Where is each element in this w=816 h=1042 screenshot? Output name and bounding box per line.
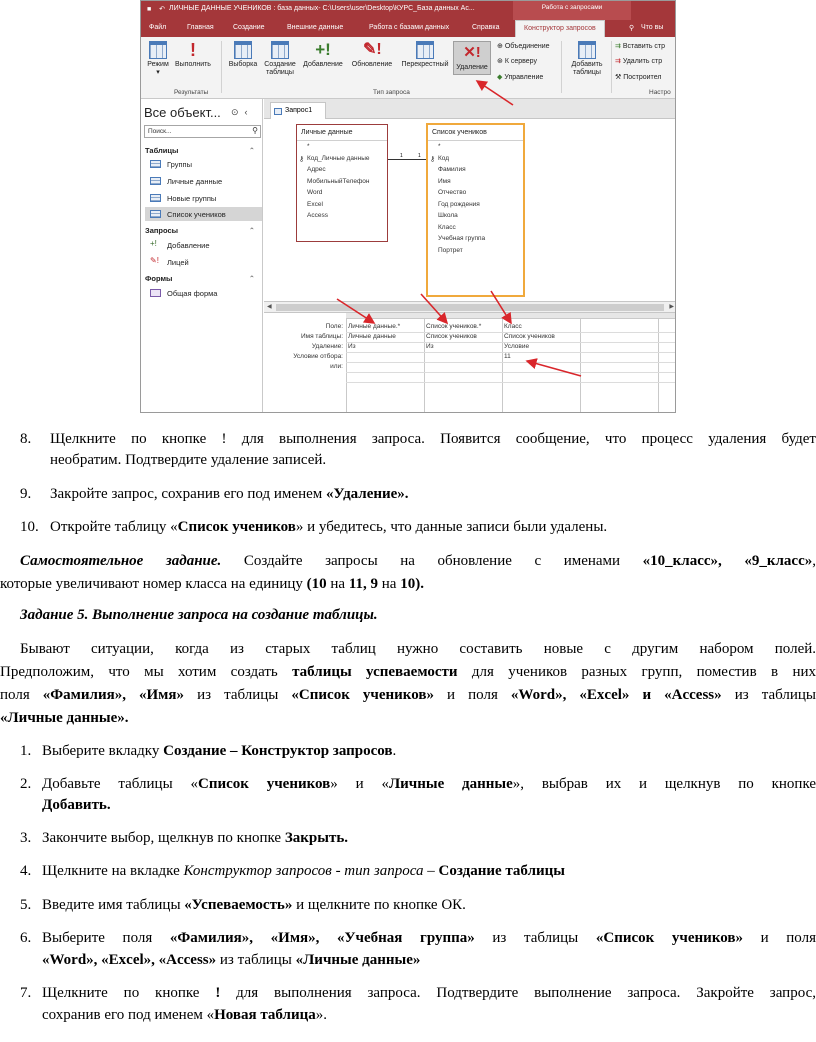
collapse-chevron-left-icon[interactable]: ‹ xyxy=(244,107,254,117)
builder-button[interactable]: ⚒ Построител xyxy=(615,74,662,81)
tab-file[interactable]: Файл xyxy=(149,24,167,31)
nav-section-queries[interactable]: Запросы ⌃ xyxy=(145,226,255,235)
make-table-icon xyxy=(271,41,289,59)
navigation-pane xyxy=(141,99,263,413)
grid-cell-criteria[interactable]: 11 xyxy=(504,353,511,360)
step-3: Закончите выбор, щелкнув по кнопке Закрыть. xyxy=(42,830,349,846)
update-pencil-icon: ✎! xyxy=(363,41,382,58)
design-grid xyxy=(264,313,676,413)
step-4: Щелкните на вкладке Конструктор запросов - тип запроса – Создание таблицы xyxy=(42,863,565,879)
append-query-icon: +! xyxy=(150,239,157,248)
ribbon-tabs xyxy=(141,20,676,37)
tab-create[interactable]: Создание xyxy=(233,24,265,31)
self-task-line-1: Самостоятельное задание. Создайте запросы на обновление с именами «10_класс», «9_класс», xyxy=(20,553,816,569)
nav-item-lyceum-query[interactable]: ✎! Лицей xyxy=(150,256,189,267)
ddl-button[interactable]: ◆ Управление xyxy=(497,74,544,81)
document-tabs xyxy=(264,99,676,119)
field-item[interactable]: Год рождения xyxy=(438,200,480,208)
grid-cell-table[interactable]: Список учеников xyxy=(504,333,555,340)
ribbon-separator xyxy=(611,41,612,93)
ribbon-separator xyxy=(561,41,562,93)
exclamation-icon: ! xyxy=(190,40,196,60)
tab-tell-me[interactable]: Что вы xyxy=(641,24,664,31)
step-7-line-1: Щелкните по кнопке ! для выполнения запроса. Подтвердите выполнение запроса. Закройте запрос, xyxy=(42,985,816,1001)
nav-item-students-list[interactable]: Список учеников xyxy=(145,207,262,221)
intro-line-2: Предположим, что мы хотим создать таблицы успеваемости для учеников разных групп, поместив в них xyxy=(0,664,816,680)
grid-cell-field[interactable]: Список учеников.* xyxy=(426,323,482,330)
step-6-line-2: «Word», «Excel», «Access» из таблицы «Личные данные» xyxy=(42,952,421,968)
grid-cells xyxy=(346,319,676,413)
insert-rows-icon: ⇉ xyxy=(615,43,623,50)
view-mode-button[interactable]: Режим ▾ xyxy=(144,41,172,77)
update-button[interactable]: ✎! Обновление xyxy=(351,41,393,68)
grid-cell-delete[interactable]: Условие xyxy=(504,343,530,350)
list-number: 2. xyxy=(20,776,32,792)
tell-me-icon[interactable]: ⚲ xyxy=(629,25,635,32)
append-button[interactable]: +! Добавление xyxy=(303,40,343,68)
relationship-label: 1 xyxy=(400,153,403,159)
field-item[interactable]: Адрес xyxy=(307,166,326,173)
context-tab-group: Работа с запросами xyxy=(513,1,631,20)
grid-cell-table[interactable]: Список учеников xyxy=(426,333,477,340)
run-button[interactable]: ! Выполнить xyxy=(175,40,211,68)
update-query-icon: ✎! xyxy=(150,256,159,265)
step-8-line-2: необратим. Подтвердите удаление записей. xyxy=(50,452,327,468)
crosstab-button[interactable]: Перекрестный xyxy=(397,41,453,69)
step-10: Откройте таблицу «Список учеников» и убедитесь, что данные записи были удалены. xyxy=(50,519,608,535)
query-icon xyxy=(274,108,282,115)
ribbon-separator xyxy=(221,41,222,93)
globe-icon: ⊛ xyxy=(497,58,505,65)
table-icon xyxy=(150,177,161,185)
step-8-line-1: Щелкните по кнопке ! для выполнения запроса. Появится сообщение, что процесс удаления будет xyxy=(50,431,816,447)
table-pane xyxy=(264,119,676,301)
relationship-label: 1 xyxy=(418,153,421,159)
tab-query-design[interactable]: Конструктор запросов xyxy=(515,20,605,37)
field-item[interactable]: Класс xyxy=(438,223,456,231)
field-item[interactable]: Отчество xyxy=(438,189,467,196)
tab-database-tools[interactable]: Работа с базами данных xyxy=(369,24,450,31)
list-number: 4. xyxy=(20,863,32,879)
make-table-button[interactable]: Создание таблицы xyxy=(262,41,298,77)
grid-row-line xyxy=(346,362,676,363)
grid-row-label: Удаление: xyxy=(311,343,343,350)
delete-x-icon: ✕! xyxy=(463,44,481,61)
form-icon xyxy=(150,289,161,297)
nav-section-forms[interactable]: Формы ⌃ xyxy=(145,274,255,283)
scroll-left-icon[interactable]: ◀ xyxy=(267,304,272,310)
query-designer xyxy=(264,99,676,413)
field-item[interactable]: Фамилия xyxy=(438,166,466,173)
tab-home[interactable]: Главная xyxy=(187,24,214,31)
tab-help[interactable]: Справка xyxy=(472,24,500,31)
list-number: 10. xyxy=(20,519,39,535)
field-item-key[interactable]: ⚷ Код_Личные данные xyxy=(297,153,387,165)
table-box-title[interactable]: Список учеников xyxy=(428,125,523,141)
step-2-line-2: Добавить. xyxy=(42,797,111,813)
field-item[interactable]: Имя xyxy=(438,177,451,185)
search-icon[interactable]: ⚲ xyxy=(252,126,258,135)
chevron-up-icon[interactable]: ⌃ xyxy=(248,146,255,155)
field-item[interactable]: Access xyxy=(307,212,328,219)
passthrough-button[interactable]: ⊛ К серверу xyxy=(497,58,537,65)
nav-item-groups[interactable]: Группы xyxy=(145,157,262,171)
nav-search-input[interactable]: Поиск... ⚲ xyxy=(144,125,261,138)
table-box-students-list[interactable] xyxy=(426,123,525,297)
chevron-down-circle-icon[interactable]: ⊙ xyxy=(231,107,245,117)
list-number: 9. xyxy=(20,486,32,502)
step-5: Введите имя таблицы «Успеваемость» и щелкните по кнопке ОК. xyxy=(42,897,466,913)
list-number: 3. xyxy=(20,830,32,846)
ddl-icon: ◆ xyxy=(497,74,505,81)
nav-item-personal-data[interactable]: Личные данные xyxy=(145,174,262,188)
group-setup-label: Настро xyxy=(649,89,671,96)
scroll-thumb[interactable] xyxy=(276,304,664,311)
grid-row-line xyxy=(346,382,676,383)
step-9: Закройте запрос, сохранив его под именем «Удаление». xyxy=(50,486,409,502)
step-1: Выберите вкладку Создание – Конструктор запросов. xyxy=(42,743,397,759)
field-item[interactable]: Портрет xyxy=(438,246,463,254)
ribbon xyxy=(141,37,676,99)
append-plus-icon: +! xyxy=(315,40,331,59)
grid-row-label: или: xyxy=(330,363,343,370)
delete-rows-icon: ⇉ xyxy=(615,58,623,65)
grid-column-line xyxy=(658,319,659,413)
chevron-up-icon[interactable]: ⌃ xyxy=(248,274,255,283)
nav-section-tables[interactable]: Таблицы ⌃ xyxy=(145,146,255,155)
list-number: 7. xyxy=(20,985,32,1001)
task-5-heading: Задание 5. Выполнение запроса на создание таблицы. xyxy=(20,607,378,623)
quick-access-icons[interactable]: ■ ↶ xyxy=(147,6,169,13)
list-number: 1. xyxy=(20,743,32,759)
grid-cell-delete[interactable]: Из xyxy=(348,343,356,350)
builder-wand-icon: ⚒ xyxy=(615,74,624,81)
tab-external-data[interactable]: Внешние данные xyxy=(287,24,344,31)
self-task-line-2: которые увеличивают номер класса на единицу (10 на 11, 9 на 10). xyxy=(0,576,424,592)
scroll-right-icon[interactable]: ▶ xyxy=(669,304,674,310)
relationship-line[interactable] xyxy=(388,159,426,160)
intro-line-3: поля «Фамилия», «Имя» из таблицы «Список учеников» и поля «Word», «Excel» и «Access» из таблицы xyxy=(0,687,816,703)
insert-rows-button[interactable]: ⇉ Вставить стр xyxy=(615,43,666,50)
grid-row-line xyxy=(346,372,676,373)
nav-item-new-groups[interactable]: Новые группы xyxy=(145,191,262,205)
group-query-type-label: Тип запроса xyxy=(373,89,410,96)
field-item[interactable]: Школа xyxy=(438,212,458,219)
document-tab-query1[interactable]: Запрос1 xyxy=(270,102,326,119)
intro-line-4: «Личные данные». xyxy=(0,710,129,726)
table-icon xyxy=(150,160,161,168)
grid-cell-field[interactable]: Класс xyxy=(504,323,522,330)
table-box-personal-data[interactable] xyxy=(296,124,388,242)
nav-item-general-form[interactable]: Общая форма xyxy=(145,286,262,300)
step-6-line-1: Выберите поля «Фамилия», «Имя», «Учебная группа» из таблицы «Список учеников» и поля xyxy=(42,930,816,946)
field-item-key[interactable]: ⚷ Код xyxy=(428,153,523,165)
field-item[interactable]: * xyxy=(307,143,310,150)
show-table-icon xyxy=(578,41,596,59)
table-icon xyxy=(150,194,161,202)
horizontal-scrollbar[interactable] xyxy=(264,301,676,313)
step-7-line-2: сохранив его под именем «Новая таблица». xyxy=(42,1007,327,1023)
intro-line-1: Бывают ситуации, когда из старых таблиц нужно составить новые с другим набором полей. xyxy=(20,641,816,657)
union-button[interactable]: ⊕ Объединение xyxy=(497,43,550,50)
field-item[interactable]: * xyxy=(438,143,441,150)
show-table-button[interactable]: Добавить таблицы xyxy=(567,41,607,77)
grid-row-label: Имя таблицы: xyxy=(300,333,343,340)
table-icon xyxy=(150,210,161,218)
grid-column-line xyxy=(580,319,581,413)
window-title: ЛИЧНЫЕ ДАННЫЕ УЧЕНИКОВ : база данных- C:\Users\user\Desktop\КУРС_База данных Ac... xyxy=(169,5,475,12)
union-icon: ⊕ xyxy=(497,43,505,50)
grid-row-line xyxy=(346,352,676,353)
field-item[interactable]: Excel xyxy=(307,200,323,208)
grid-row-label: Условие отбора: xyxy=(293,353,343,360)
datasheet-icon xyxy=(149,41,167,59)
nav-title[interactable]: Все объект... xyxy=(144,105,221,120)
field-item[interactable]: МобильныйТелефон xyxy=(307,177,370,185)
grid-cell-field[interactable]: Личные данные.* xyxy=(348,323,401,330)
grid-cell-table[interactable]: Личные данные xyxy=(348,333,396,340)
group-results-label: Результаты xyxy=(174,89,209,96)
grid-cell-delete[interactable]: Из xyxy=(426,343,434,350)
select-query-button[interactable]: Выборка xyxy=(225,41,261,69)
list-number: 6. xyxy=(20,930,32,946)
table-box-title[interactable]: Личные данные xyxy=(297,125,387,141)
field-item[interactable]: Word xyxy=(307,189,323,196)
crosstab-icon xyxy=(416,41,434,59)
field-item[interactable]: Учебная группа xyxy=(438,235,486,242)
nav-item-append-query[interactable]: +! Добавление xyxy=(150,239,210,250)
title-bar xyxy=(141,1,676,20)
grid-row-label: Поле: xyxy=(325,323,343,330)
access-screenshot xyxy=(140,0,676,413)
step-2-line-1: Добавьте таблицы «Список учеников» и «Личные данные», выбрав их и щелкнув по кнопке xyxy=(42,776,816,792)
select-query-icon xyxy=(234,41,252,59)
delete-rows-button[interactable]: ⇉ Удалить стр xyxy=(615,58,663,65)
list-number: 8. xyxy=(20,431,32,447)
list-number: 5. xyxy=(20,897,32,913)
delete-query-button[interactable]: ✕! Удаление xyxy=(453,41,491,75)
chevron-up-icon[interactable]: ⌃ xyxy=(248,226,255,235)
